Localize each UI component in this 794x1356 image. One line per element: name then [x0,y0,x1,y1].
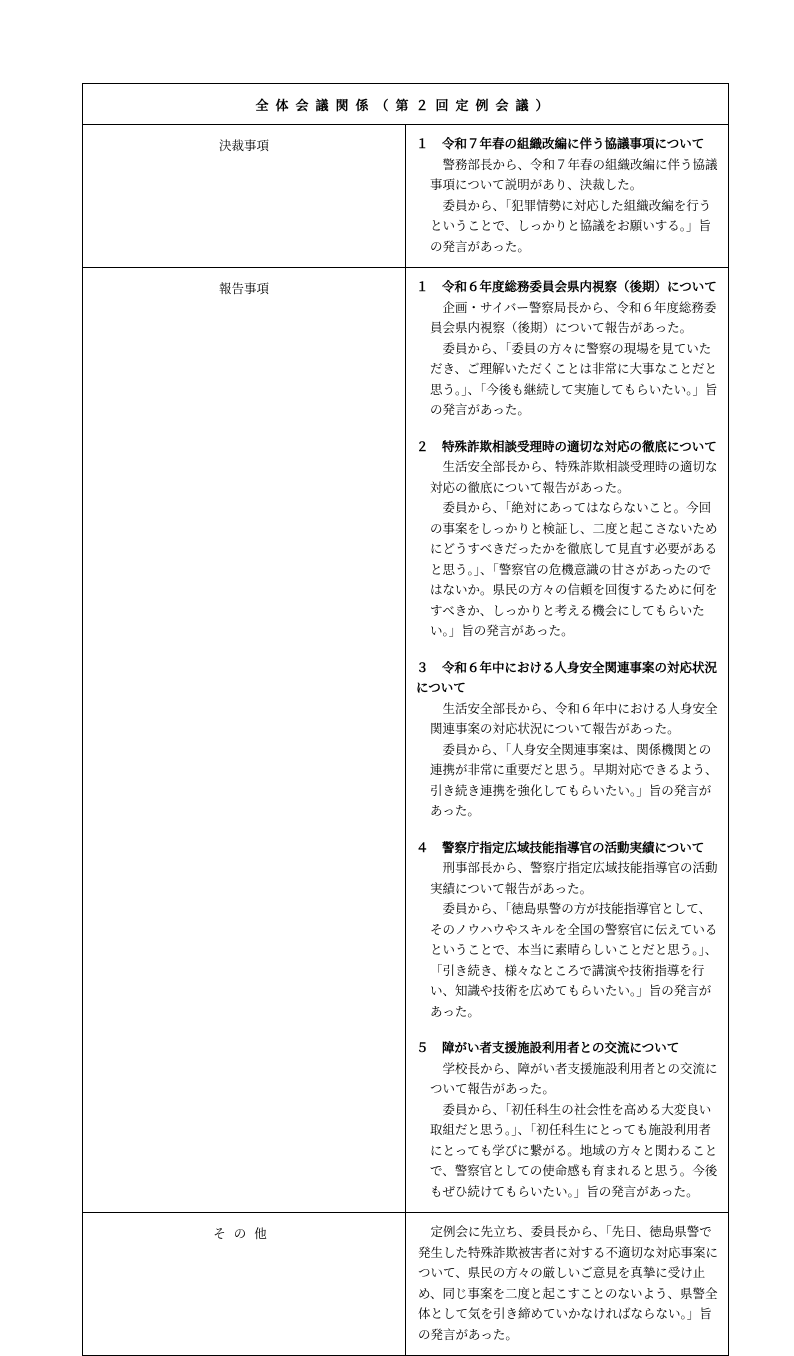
section-label-decision: 決裁事項 [83,125,406,268]
meeting-record-table [82,83,729,1356]
item-paragraph: 委員から、「人身安全関連事案は、関係機関との連携が非常に重要だと思う。早期対応できるよう、引き続き連携を強化してもらいたい。」旨の発言があった。 [430,741,718,818]
item-number: １ [416,279,429,294]
item-number: ５ [416,1040,429,1055]
item-title-text: 特殊詐欺相談受理時の適切な対応の徹底について [442,438,717,454]
item-paragraph: 委員から、「徳島県警の方が技能指導官として、そのノウハウやスキルを全国の警察官に伝えているということで、本当に素晴らしいことだと思う。」、「引き続き、様々なところで講演や技術指導を行い、知識や技術を広めてもらいたい。」旨の発言があった。 [430,901,718,1019]
item-number: １ [416,136,429,151]
item-number: ２ [416,438,429,454]
section-decision [83,125,729,268]
report-item-1 [416,277,720,421]
item-paragraph: 委員から、「絶対にあってはならないこと。今回の事案をしっかりと検証し、二度と起こさないためにどうすべきだったかを徹底して見直す必要があると思う。」、「警察官の危機意識の甘さがあったのではないか。県民の方々の信頼を回復するために何をすべきか、しっかりと考える機会にしてもらいたい。」旨の発言があった。 [430,500,718,638]
report-item-3 [416,658,720,822]
item-title [416,1038,720,1059]
report-item-4 [416,838,720,1023]
item-paragraph: 生活安全部長から、特殊詐欺相談受理時の適切な対応の徹底について報告があった。 [430,459,718,495]
meeting-record-sheet [82,83,729,1356]
item-title-text: 令和６年度総務委員会県内視察（後期）について [442,279,717,294]
section-content-decision [406,125,729,268]
report-item-5 [416,1038,720,1202]
item-title [416,437,720,458]
item-number: ４ [416,839,429,855]
item-paragraph: 刑事部長から、警察庁指定広域技能指導官の活動実績について報告があった。 [430,860,718,896]
item-paragraph: 警務部長から、令和７年春の組織改編に伴う協議事項について説明があり、決裁した。 [430,156,718,192]
item-title [416,277,720,298]
item-paragraph: 委員から、「委員の方々に警察の現場を見ていただき、ご理解いただくことは非常に大事なことだと思う。」、「今後も継続して実施してもらいたい。」旨の発言があった。 [430,340,718,417]
item-paragraph: 企画・サイバー警察局長から、令和６年度総務委員会県内視察（後期）について報告があった。 [430,299,717,335]
item-title [416,838,720,859]
item-paragraph: 委員から、「初任科生の社会性を高める大変良い取組だと思う。」、「初任科生にとっても施設利用者にとっても学びに繋がる。地域の方々と関わることで、警察官としての使命感も育まれると思う。今後もぜひ続けてもらいたい。」旨の発言があった。 [430,1101,718,1199]
item-paragraph: 生活安全部長から、令和６年中における人身安全関連事案の対応状況について報告があった。 [430,700,718,736]
item-paragraph: 学校長から、障がい者支援施設利用者との交流について報告があった。 [430,1060,718,1096]
other-paragraph: 定例会に先立ち、委員長から、「先日、徳島県警で発生した特殊詐欺被害者に対する不適切な対応事案について、県民の方々の厳しいご意見を真摯に受け止め、同じ事案を二度と起こすことのないよう、県警全体として気を引き締めていかなければならない。」旨の発言があった。 [418,1224,719,1342]
table-title: 全体会議関係（第２回定例会議） [83,84,729,125]
section-label-other: その他 [83,1213,406,1356]
item-title [416,134,720,155]
item-title-text: 障がい者支援施設利用者との交流について [442,1040,680,1055]
report-item-2 [416,437,720,642]
section-report [83,268,729,1213]
item-title-text: 令和７年春の組織改編に伴う協議事項について [442,136,705,151]
section-content-report [406,268,729,1213]
item-title-text: 警察庁指定広域技能指導官の活動実績について [442,839,705,855]
section-other [83,1213,729,1356]
item-title [416,658,720,699]
item-paragraph: 委員から、「犯罪情勢に対応した組織改編を行うということで、しっかりと協議をお願いする。」旨の発言があった。 [430,197,712,254]
decision-item-1 [416,134,720,257]
section-label-report: 報告事項 [83,268,406,1213]
item-number: ３ [416,659,429,675]
item-title-text: 令和６年中における人身安全関連事案の対応状況について [416,659,718,695]
section-content-other [406,1213,729,1356]
